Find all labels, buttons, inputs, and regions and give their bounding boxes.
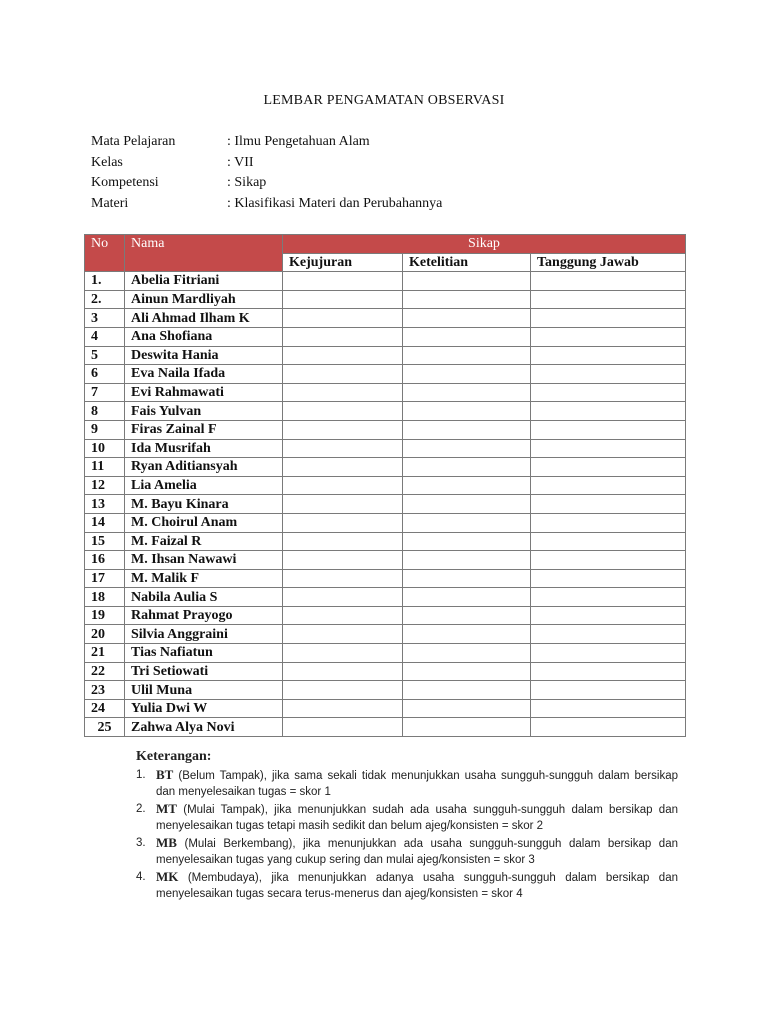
score-ketelitian[interactable] — [403, 346, 531, 365]
student-name: M. Malik F — [125, 569, 283, 588]
table-row — [85, 532, 686, 551]
student-name: Ryan Aditiansyah — [125, 458, 283, 477]
score-ketelitian[interactable] — [403, 309, 531, 328]
student-name: Eva Naila Ifada — [125, 365, 283, 384]
student-name: M. Faizal R — [125, 532, 283, 551]
table-row — [85, 644, 686, 663]
score-tanggung-jawab[interactable] — [531, 551, 686, 570]
table-row — [85, 662, 686, 681]
score-tanggung-jawab[interactable] — [531, 606, 686, 625]
score-kejujuran[interactable] — [283, 420, 403, 439]
score-kejujuran[interactable] — [283, 290, 403, 309]
score-kejujuran[interactable] — [283, 532, 403, 551]
score-ketelitian[interactable] — [403, 625, 531, 644]
notes-title: Keterangan: — [136, 749, 212, 764]
meta-value: : Ilmu Pengetahuan Alam — [227, 134, 370, 149]
row-number: 9 — [85, 420, 125, 439]
score-tanggung-jawab[interactable] — [531, 532, 686, 551]
score-kejujuran[interactable] — [283, 662, 403, 681]
score-kejujuran[interactable] — [283, 402, 403, 421]
row-number: 22 — [85, 662, 125, 681]
meta-row-material — [91, 196, 442, 217]
score-kejujuran[interactable] — [283, 513, 403, 532]
row-number: 15 — [85, 532, 125, 551]
score-ketelitian[interactable] — [403, 439, 531, 458]
header-no: No — [85, 235, 125, 272]
note-number: 1. — [136, 769, 146, 781]
row-number: 8 — [85, 402, 125, 421]
meta-value: : Klasifikasi Materi dan Perubahannya — [227, 195, 443, 211]
table-row — [85, 606, 686, 625]
meta-label: Materi — [91, 195, 129, 211]
score-tanggung-jawab[interactable] — [531, 644, 686, 663]
observation-table — [84, 234, 686, 737]
score-tanggung-jawab[interactable] — [531, 402, 686, 421]
row-number: 7 — [85, 383, 125, 402]
row-number: 23 — [85, 681, 125, 700]
score-tanggung-jawab[interactable] — [531, 272, 686, 291]
table-row — [85, 551, 686, 570]
note-code: MT — [156, 801, 177, 816]
student-name: Ainun Mardliyah — [125, 290, 283, 309]
score-kejujuran[interactable] — [283, 495, 403, 514]
student-name: Rahmat Prayogo — [125, 606, 283, 625]
score-kejujuran[interactable] — [283, 625, 403, 644]
score-tanggung-jawab[interactable] — [531, 699, 686, 718]
student-name: Ulil Muna — [125, 681, 283, 700]
score-tanggung-jawab[interactable] — [531, 309, 686, 328]
score-ketelitian[interactable] — [403, 272, 531, 291]
score-ketelitian[interactable] — [403, 569, 531, 588]
score-tanggung-jawab[interactable] — [531, 513, 686, 532]
table-row — [85, 458, 686, 477]
row-number: 3 — [85, 309, 125, 328]
student-name: Ana Shofiana — [125, 327, 283, 346]
row-number: 2. — [85, 290, 125, 309]
meta-value: : VII — [227, 154, 254, 170]
table-row — [85, 420, 686, 439]
score-kejujuran[interactable] — [283, 439, 403, 458]
score-kejujuran[interactable] — [283, 365, 403, 384]
score-kejujuran[interactable] — [283, 476, 403, 495]
score-tanggung-jawab[interactable] — [531, 495, 686, 514]
score-kejujuran[interactable] — [283, 551, 403, 570]
note-text-wrap — [156, 801, 678, 834]
meta-label: Mata Pelajaran — [91, 134, 176, 149]
meta-value: : Sikap — [227, 175, 267, 190]
student-name: Firas Zainal F — [125, 420, 283, 439]
note-item — [136, 835, 678, 868]
score-ketelitian[interactable] — [403, 532, 531, 551]
score-tanggung-jawab[interactable] — [531, 346, 686, 365]
note-code: MB — [156, 835, 177, 850]
note-text-wrap — [156, 835, 678, 868]
note-number: 4. — [136, 871, 146, 883]
meta-row-competence — [91, 175, 442, 196]
score-ketelitian[interactable] — [403, 365, 531, 384]
score-tanggung-jawab[interactable] — [531, 662, 686, 681]
row-number: 24 — [85, 699, 125, 718]
student-name: Abelia Fitriani — [125, 272, 283, 291]
student-name: Evi Rahmawati — [125, 383, 283, 402]
score-ketelitian[interactable] — [403, 606, 531, 625]
score-ketelitian[interactable] — [403, 551, 531, 570]
score-kejujuran[interactable] — [283, 606, 403, 625]
student-name: Ali Ahmad Ilham K — [125, 309, 283, 328]
score-kejujuran[interactable] — [283, 327, 403, 346]
header-ketelitian: Ketelitian — [403, 253, 531, 272]
student-name: Nabila Aulia S — [125, 588, 283, 607]
score-ketelitian[interactable] — [403, 699, 531, 718]
row-number: 6 — [85, 365, 125, 384]
score-kejujuran[interactable] — [283, 681, 403, 700]
table-row — [85, 290, 686, 309]
student-name: Zahwa Alya Novi — [125, 718, 283, 737]
header-name: Nama — [125, 235, 283, 272]
table-row — [85, 569, 686, 588]
note-number: 3. — [136, 837, 146, 849]
header-sikap: Sikap — [283, 235, 686, 254]
score-kejujuran[interactable] — [283, 346, 403, 365]
row-number: 16 — [85, 551, 125, 570]
table-row — [85, 327, 686, 346]
score-ketelitian[interactable] — [403, 476, 531, 495]
table-row — [85, 346, 686, 365]
score-ketelitian[interactable] — [403, 420, 531, 439]
score-tanggung-jawab[interactable] — [531, 588, 686, 607]
notes-section — [136, 749, 678, 903]
table-row — [85, 383, 686, 402]
note-item — [136, 767, 678, 800]
score-kejujuran[interactable] — [283, 644, 403, 663]
table-row — [85, 588, 686, 607]
student-name: Ida Musrifah — [125, 439, 283, 458]
score-tanggung-jawab[interactable] — [531, 327, 686, 346]
score-tanggung-jawab[interactable] — [531, 681, 686, 700]
table-row — [85, 699, 686, 718]
table-row — [85, 681, 686, 700]
score-ketelitian[interactable] — [403, 495, 531, 514]
student-name: Tri Setiowati — [125, 662, 283, 681]
score-tanggung-jawab[interactable] — [531, 458, 686, 477]
student-name: Lia Amelia — [125, 476, 283, 495]
row-number: 4 — [85, 327, 125, 346]
score-ketelitian[interactable] — [403, 718, 531, 737]
table-row — [85, 718, 686, 737]
header-tanggung-jawab: Tanggung Jawab — [531, 253, 686, 272]
row-number: 21 — [85, 644, 125, 663]
student-name: Tias Nafiatun — [125, 644, 283, 663]
score-ketelitian[interactable] — [403, 402, 531, 421]
score-kejujuran[interactable] — [283, 309, 403, 328]
row-number: 5 — [85, 346, 125, 365]
score-ketelitian[interactable] — [403, 644, 531, 663]
header-kejujuran: Kejujuran — [283, 253, 403, 272]
row-number: 11 — [85, 458, 125, 477]
table-row — [85, 272, 686, 291]
score-tanggung-jawab[interactable] — [531, 625, 686, 644]
score-kejujuran[interactable] — [283, 588, 403, 607]
note-text: (Mulai Tampak), jika menunjukkan sudah ada usaha sungguh-sungguh dalam bersikap dan menyelesaikan tugas tetapi masih sedikit dan belum ajeg/konsisten = skor 2 — [156, 804, 678, 832]
note-item — [136, 801, 678, 834]
note-text-wrap — [156, 869, 678, 902]
score-kejujuran[interactable] — [283, 699, 403, 718]
row-number: 25 — [85, 718, 125, 737]
note-text: (Belum Tampak), jika sama sekali tidak menunjukkan usaha sungguh-sungguh dalam bersikap dan menyelesaikan tugas = skor 1 — [156, 770, 678, 798]
row-number: 12 — [85, 476, 125, 495]
note-item — [136, 869, 678, 902]
score-ketelitian[interactable] — [403, 458, 531, 477]
table-row — [85, 495, 686, 514]
score-ketelitian[interactable] — [403, 662, 531, 681]
note-text: (Mulai Berkembang), jika menunjukkan ada usaha sungguh-sungguh dalam bersikap dan menyelesaikan tugas yang cukup sering dan mulai ajeg/konsisten = skor 3 — [156, 838, 678, 866]
table-row — [85, 625, 686, 644]
table-row — [85, 513, 686, 532]
note-text-wrap — [156, 767, 678, 800]
table-row — [85, 476, 686, 495]
score-kejujuran[interactable] — [283, 272, 403, 291]
student-name: Yulia Dwi W — [125, 699, 283, 718]
row-number: 1. — [85, 272, 125, 291]
row-number: 19 — [85, 606, 125, 625]
table-row — [85, 365, 686, 384]
meta-info — [91, 134, 442, 216]
score-ketelitian[interactable] — [403, 290, 531, 309]
meta-row-class — [91, 155, 442, 176]
meta-row-subject — [91, 134, 442, 155]
score-tanggung-jawab[interactable] — [531, 365, 686, 384]
score-tanggung-jawab[interactable] — [531, 569, 686, 588]
table-row — [85, 402, 686, 421]
score-kejujuran[interactable] — [283, 383, 403, 402]
meta-label: Kelas — [91, 154, 123, 170]
score-tanggung-jawab[interactable] — [531, 290, 686, 309]
row-number: 14 — [85, 513, 125, 532]
student-name: Deswita Hania — [125, 346, 283, 365]
row-number: 20 — [85, 625, 125, 644]
table-row — [85, 309, 686, 328]
score-kejujuran[interactable] — [283, 569, 403, 588]
score-tanggung-jawab[interactable] — [531, 439, 686, 458]
score-ketelitian[interactable] — [403, 513, 531, 532]
score-tanggung-jawab[interactable] — [531, 718, 686, 737]
meta-label: Kompetensi — [91, 175, 159, 190]
score-ketelitian[interactable] — [403, 681, 531, 700]
note-code: MK — [156, 869, 179, 884]
score-tanggung-jawab[interactable] — [531, 420, 686, 439]
note-code: BT — [156, 767, 174, 782]
table-body — [85, 272, 686, 737]
score-kejujuran[interactable] — [283, 718, 403, 737]
score-ketelitian[interactable] — [403, 383, 531, 402]
page-title: LEMBAR PENGAMATAN OBSERVASI — [263, 93, 505, 108]
note-number: 2. — [136, 803, 146, 815]
row-number: 18 — [85, 588, 125, 607]
table-row — [85, 439, 686, 458]
score-ketelitian[interactable] — [403, 588, 531, 607]
score-tanggung-jawab[interactable] — [531, 383, 686, 402]
row-number: 10 — [85, 439, 125, 458]
student-name: M. Bayu Kinara — [125, 495, 283, 514]
student-name: Silvia Anggraini — [125, 625, 283, 644]
score-kejujuran[interactable] — [283, 458, 403, 477]
score-tanggung-jawab[interactable] — [531, 476, 686, 495]
student-name: M. Ihsan Nawawi — [125, 551, 283, 570]
row-number: 13 — [85, 495, 125, 514]
row-number: 17 — [85, 569, 125, 588]
note-text: (Membudaya), jika menunjukkan adanya usaha sungguh-sungguh dalam bersikap dan menyelesaikan tugas secara terus-menerus dan ajeg/konsisten = skor 4 — [156, 872, 678, 900]
student-name: Fais Yulvan — [125, 402, 283, 421]
student-name: M. Choirul Anam — [125, 513, 283, 532]
score-ketelitian[interactable] — [403, 327, 531, 346]
